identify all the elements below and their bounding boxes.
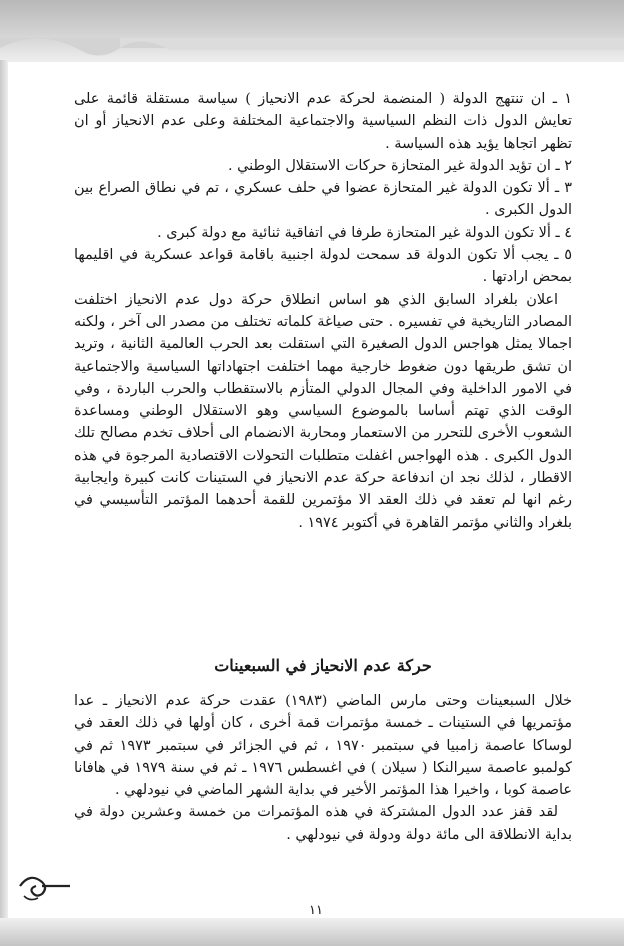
clause-5: ٥ ـ يجب ألا تكون الدولة قد سمحت لدولة اجنبية باقامة قواعد عسكرية في اقليمها بمحض ارادتها . <box>74 247 572 286</box>
clause-2: ٢ ـ ان تؤيد الدولة غير المتحازة حركات الاستقلال الوطني . <box>228 157 572 174</box>
bottom-scan-border <box>0 918 624 946</box>
left-scan-border <box>0 60 8 946</box>
clause-1: ١ ـ ان تنتهج الدولة ( المنضمة لحركة عدم الانحياز ) سياسة مستقلة قائمة على تعايش الدول ذات النظم السياسية والاجتماعية المختلفة وعلى عدم الانحياز أو ان تظهر اتجاها يؤيد هذه السياسة . <box>74 91 572 152</box>
membership-paragraph: لقد قفز عدد الدول المشتركة في هذه المؤتمرات من خمسة وعشرين دولة في بداية الانطلاقة الى مائة دولة ودولة في نيودلهي . <box>74 804 572 843</box>
page-number: ١١ <box>309 903 323 918</box>
body-text-bottom <box>74 690 572 846</box>
page-ornament-icon <box>16 866 72 904</box>
body-text-top <box>74 88 572 534</box>
clause-4: ٤ ـ ألا تكون الدولة غير المتحازة طرفا في اتفاقية ثنائية مع دولة كبرى . <box>157 224 572 241</box>
seventies-paragraph: خلال السبعينات وحتى مارس الماضي (١٩٨٣) عقدت حركة عدم الانحياز ـ عدا مؤتمريها في الستينات ـ خمسة مؤتمرات قمة أخرى ، كان أولها في ذلك العقد في لوساكا عاصمة زامبيا في سبتمبر ١٩٧٠ ، ثم في الجزائر في سبتمبر ١٩٧٣ ثم في كولمبو عاصمة سيرالنكا ( سيلان ) في اغسطس ١٩٧٦ ـ ثم في سنة ١٩٧٩ في هافانا عاصمة كوبا ، واخيرا هذا المؤتمر الأخير في بداية الشهر الماضي في نيودلهي . <box>74 693 573 799</box>
clause-3: ٣ ـ ألا تكون الدولة غير المتحازة عضوا في حلف عسكري ، تم في نطاق الصراع بين الدول الكبرى . <box>74 180 572 219</box>
section-heading: حركة عدم الانحياز في السبعينات <box>214 656 432 675</box>
belgrade-paragraph: اعلان بلغراد السابق الذي هو اساس انطلاق حركة دول عدم الانحياز اختلفت المصادر التاريخية في تفسيره . حتى صياغة كلماته تختلف من مصدر الى آخر ، ولكنه اجمالا يمثل هواجس الدول الصغيرة التي استقلت بعد الحرب العالمية الثانية ، وتريد ان تشق طريقها دون ضغوط خارجية مهما اختلفت اجتهاداتها السياسية والاجتماعية في الامور الداخلية وفي المجال الدولي المتأزم بالاستقطاب والحرب الباردة ، وفي الوقت الذي تهتم أساسا بالموضوع السياسي وهو الاستقلال الوطني ومساعدة الشعوب الأخرى للتحرر من الاستعمار ومحاربة الانضمام الى أحلاف تخدم مصالح تلك الدول الكبرى . هذه الهواجس اغفلت متطلبات التحولات الاقتصادية المرجوة في هذه الاقطار ، لذلك نجد ان اندفاعة حركة عدم الانحياز في الستينات كانت كبيرة وايجابية رغم انها لم تعقد في ذلك العقد الا مؤتمرين للقمة أحدهما المؤتمر التأسيسي في بلغراد والثاني مؤتمر القاهرة في أكتوبر ١٩٧٤ . <box>74 291 572 531</box>
scalloped-edge-decoration <box>0 38 624 82</box>
